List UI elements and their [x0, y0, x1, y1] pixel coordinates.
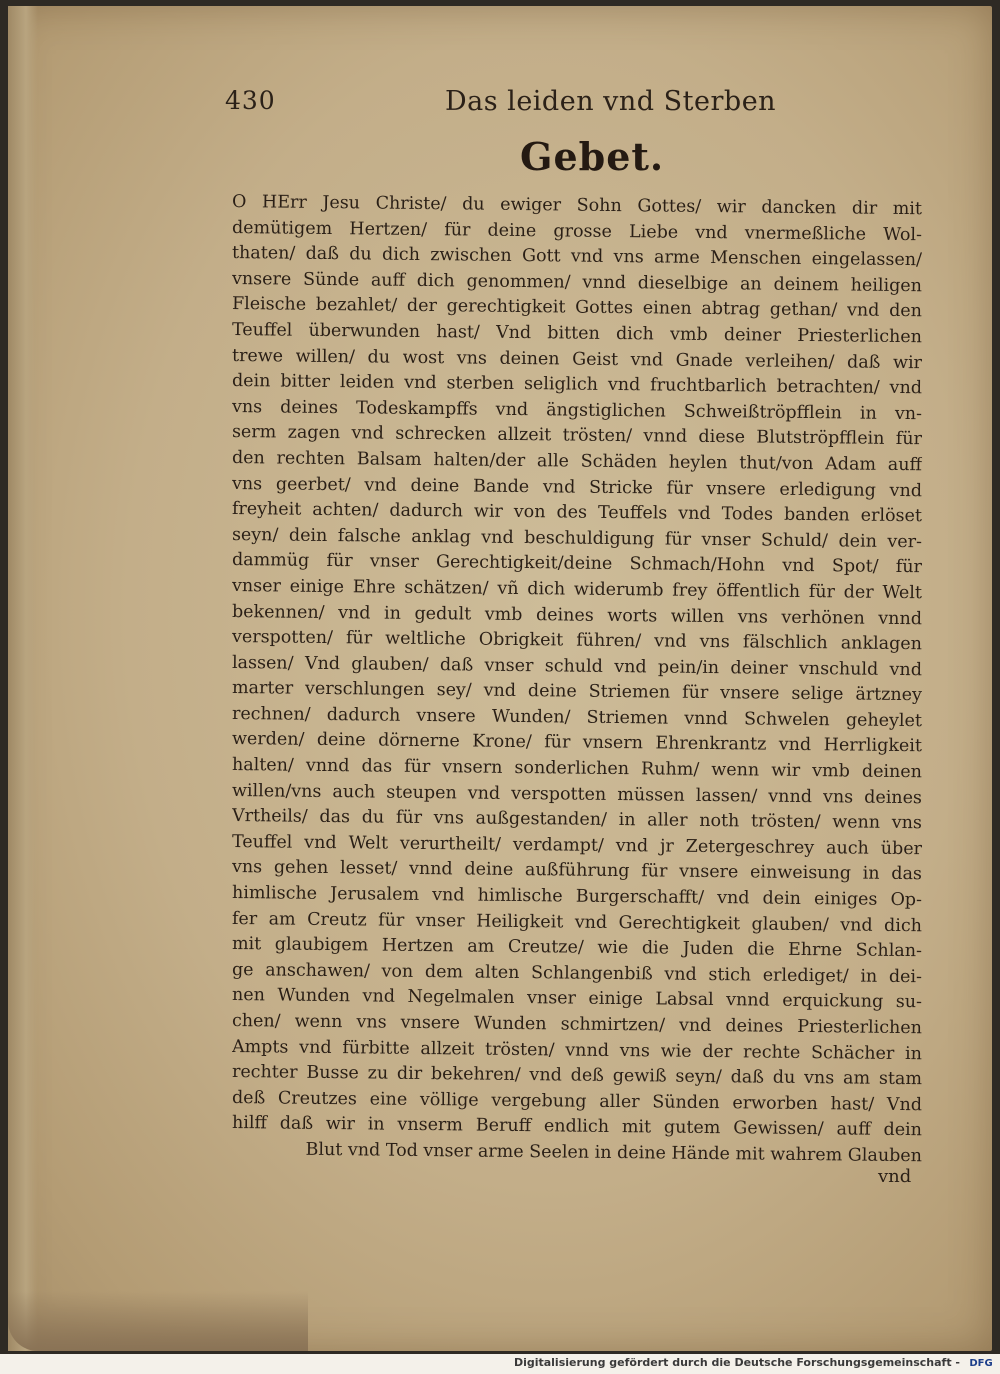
- text-line: ge anschawen/ von dem alten Schlangenbiß vnd stich erlediget/ in dei-: [231, 959, 923, 988]
- text-line: Vrtheils/ das du für vns außgestanden/ in aller noth trösten/ wenn vns: [231, 806, 923, 834]
- footer-bar: [0, 1354, 1000, 1374]
- text-line: trewe willen/ du wost vns deinen Geist vnd Gnade verleihen/ daß wir: [231, 345, 923, 373]
- text-line: bekennen/ vnd in gedult vmb deines worts willen vns verhönen vnnd: [231, 601, 923, 629]
- text-line: vns geerbet/ vnd deine Bande vnd Stricke für vnsere erledigung vnd: [231, 473, 923, 501]
- text-line: Fleische bezahlet/ der gerechtigkeit Gottes einen abtrag gethan/ vnd den: [231, 294, 923, 322]
- text-line: thaten/ daß du dich zwischen Gott vnd vns arme Menschen eingelassen/: [231, 243, 923, 271]
- text-line: lassen/ Vnd glauben/ daß vnser schuld vnd pein/in deiner vnschuld vnd: [231, 652, 923, 680]
- text-line: chen/ wenn vns vnsere Wunden schmirtzen/ vnd deines Priesterlichen: [231, 1011, 923, 1039]
- catchword: vnd: [878, 1166, 912, 1187]
- text-line: vnsere Sünde auff dich genommen/ vnnd dieselbige an deinem heiligen: [231, 268, 923, 297]
- dfg-logo: DFG: [969, 1358, 993, 1369]
- text-line: O HErr Jesu Christe/ du ewiger Sohn Gottes/ wir dancken dir mit: [231, 192, 923, 220]
- text-line: freyheit achten/ dadurch wir von des Teuffels vnd Todes banden erlöset: [231, 499, 923, 527]
- text-line: vns deines Todeskampffs vnd ängstiglichen Schweißtröpfflein in vn-: [231, 396, 923, 424]
- page-header: [225, 86, 925, 126]
- text-line: nen Wunden vnd Negelmalen vnser einige Labsal vnnd erquickung su-: [231, 985, 923, 1013]
- text-line: den rechten Balsam halten/der alle Schäden heylen thut/von Adam auff: [231, 447, 923, 476]
- text-line: Ampts vnd fürbitte allzeit trösten/ vnnd vns wie der rechte Schächer in: [231, 1036, 923, 1064]
- text-line: mit glaubigem Hertzen am Creutze/ wie die Juden die Ehrne Schlan-: [231, 934, 923, 962]
- text-line: Blut vnd Tod vnser arme Seelen in deine Hände mit wahrem Glauben: [305, 1139, 923, 1167]
- section-title: Gebet.: [520, 134, 665, 179]
- page-worn-corner: [8, 1291, 308, 1351]
- page-number: 430: [225, 86, 276, 115]
- text-line: Teuffel vnd Welt verurtheilt/ verdampt/ vnd jr Zetergeschrey auch über: [231, 831, 923, 860]
- body-text: [231, 190, 923, 1167]
- page-left-edge: [8, 6, 38, 1351]
- text-line: serm zagen vnd schrecken allzeit trösten/ vnnd diese Blutströpfflein für: [231, 422, 923, 450]
- text-line: deß Creutzes eine völlige vergebung aller Sünden erworben hast/ Vnd: [231, 1087, 923, 1116]
- text-line: halten/ vnnd das für vnsern sonderlichen Ruhm/ wenn wir vmb deinen: [231, 755, 923, 783]
- text-line: dammüg für vnser Gerechtigkeit/deine Schmach/Hohn vnd Spot/ für: [231, 550, 923, 578]
- text-line: rechnen/ dadurch vnsere Wunden/ Striemen vnnd Schwelen geheylet: [231, 703, 923, 732]
- text-line: marter verschlungen sey/ vnd deine Striemen für vnsere selige ärtzney: [231, 678, 923, 706]
- text-line: demütigem Hertzen/ für deine grosse Liebe vnd vnermeßliche Wol-: [231, 217, 923, 245]
- text-line: willen/vns auch steupen vnd verspotten müssen lassen/ vnnd vns deines: [231, 780, 923, 808]
- text-line: Teuffel überwunden hast/ Vnd bitten dich vmb deiner Priesterlichen: [231, 319, 923, 348]
- text-line: hilff daß wir in vnserm Beruff endlich mit gutem Gewissen/ auff dein: [231, 1113, 923, 1141]
- text-line: vns gehen lesset/ vnnd deine außführung für vnsere einweisung in das: [231, 857, 923, 885]
- footer-credit: Digitalisierung gefördert durch die Deutsche Forschungsgemeinschaft -: [513, 1356, 960, 1369]
- text-line: werden/ deine dörnerne Krone/ für vnsern Ehrenkrantz vnd Herrligkeit: [231, 729, 923, 757]
- text-line: seyn/ dein falsche anklag vnd beschuldigung für vnser Schuld/ dein ver-: [231, 524, 923, 552]
- text-line: vnser einige Ehre schätzen/ vñ dich widerumb frey öffentlich für der Welt: [231, 575, 923, 604]
- text-line: rechter Busse zu dir bekehren/ vnd deß gewiß seyn/ daß du vns am stam: [231, 1062, 923, 1090]
- text-line: himlische Jerusalem vnd himlische Burgerschafft/ vnd dein einiges Op-: [231, 883, 923, 911]
- running-head: Das leiden vnd Sterben: [445, 86, 777, 117]
- text-line: dein bitter leiden vnd sterben seliglich vnd fruchtbarlich betrachten/ vnd: [231, 371, 923, 399]
- text-line: fer am Creutz für vnser Heiligkeit vnd Gerechtigkeit glauben/ vnd dich: [231, 908, 923, 936]
- text-line: verspotten/ für weltliche Obrigkeit führen/ vnd vns fälschlich anklagen: [231, 627, 923, 655]
